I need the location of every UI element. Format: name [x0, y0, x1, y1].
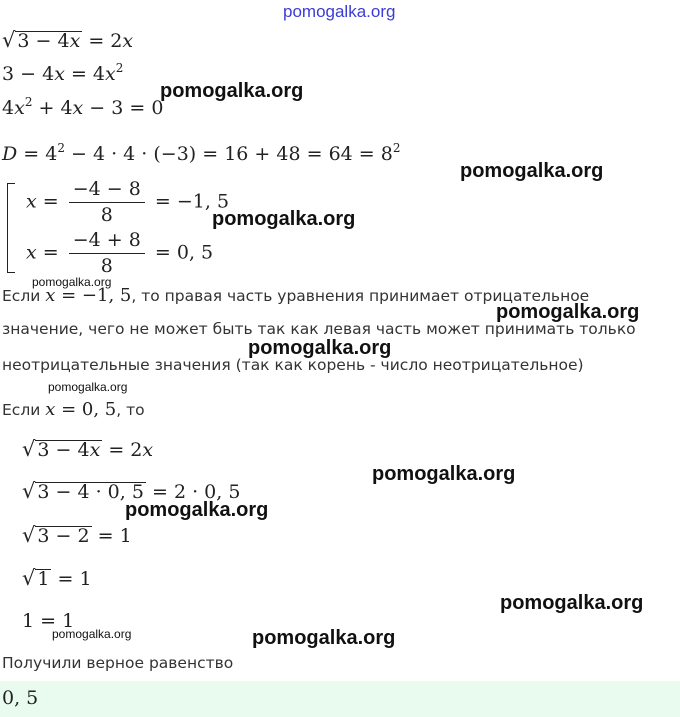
watermark-small: pomogalka.org [32, 275, 112, 289]
root-2: x = $\frac{-4 + 8}{8}$ = 0, 5 [26, 229, 214, 277]
explanation-line-3: неотрицательные значения (так как корень - число неотрицательное) [2, 356, 584, 374]
roots-bracket [7, 183, 15, 273]
root-1: x = $\frac{-4 - 8}{8}$ = −1, 5 [26, 178, 230, 226]
check-step-4: √ 1 = 1 [22, 566, 92, 590]
watermark-small: pomogalka.org [48, 380, 128, 394]
conclusion-text: Получили верное равенство [2, 654, 234, 672]
watermark-small: pomogalka.org [52, 627, 132, 641]
watermark: pomogalka.org [252, 627, 396, 649]
check-step-5: 1 = 1 [22, 610, 75, 632]
explanation-line-2: значение, чего не может быть так как левая часть может принимать только [2, 320, 636, 338]
watermark: pomogalka.org [496, 301, 640, 323]
watermark: pomogalka.org [125, 499, 269, 521]
watermark: pomogalka.org [372, 463, 516, 485]
answer-value: 0, 5 [2, 687, 39, 709]
check-step-3: √ 3 − 2 = 1 [22, 523, 132, 547]
check-intro: Если x = 0, 5, то [2, 399, 145, 420]
equation-3: $4x^2 + 4x - 3 = 0$ [2, 95, 164, 119]
watermark: pomogalka.org [460, 160, 604, 182]
explanation-line-1: Если x = −1, 5, то правая часть уравнения принимает отрицательное [2, 285, 590, 306]
sqrt-symbol: √ 3 − 4x [2, 28, 81, 52]
discriminant: $D = 4^2 - 4 \cdot 4 \cdot (-3) = 16 + 48 = 64 = 8^2$ [2, 141, 401, 165]
watermark-top: pomogalka.org [283, 2, 396, 21]
watermark: pomogalka.org [500, 592, 644, 614]
watermark: pomogalka.org [212, 208, 356, 230]
watermark: pomogalka.org [248, 337, 392, 359]
check-step-2: √ 3 − 4 · 0, 5 = 2 · 0, 5 [22, 479, 241, 503]
watermark: pomogalka.org [160, 80, 304, 102]
check-step-1: √ 3 − 4x = 2x [22, 437, 154, 461]
answer-box [0, 681, 680, 717]
equation-2: $3 - 4x = 4x^2$ [2, 61, 124, 85]
equation-1: √ 3 − 4x = 2x [2, 28, 134, 52]
